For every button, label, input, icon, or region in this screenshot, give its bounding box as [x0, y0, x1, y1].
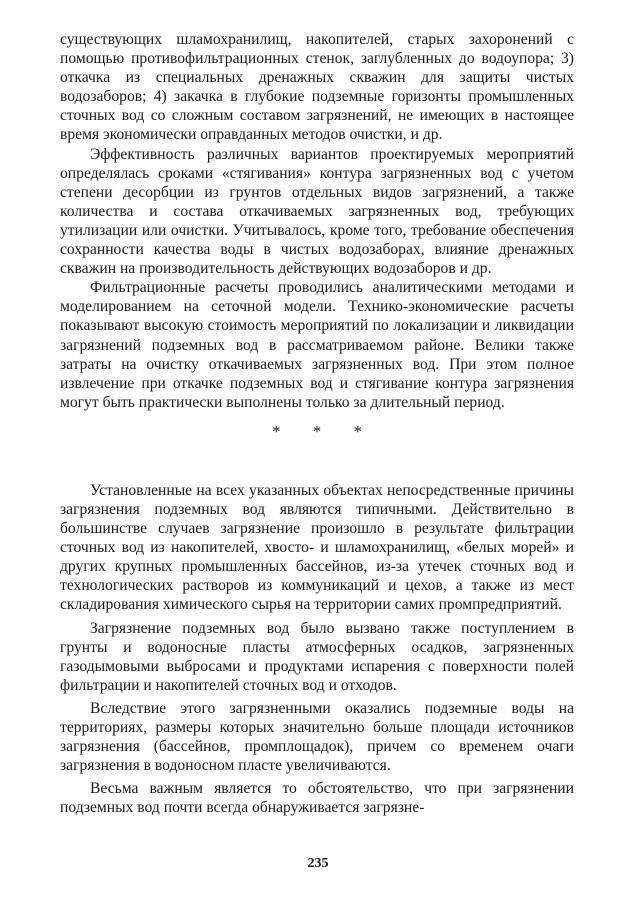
- paragraph-efficiency: Эффективность различных вариантов проектируемых мероприятий определялась сроками «стягивания» контура загрязненных вод с учетом степени десорбции из грунтов отдельных видов загрязнений, а также количества и состава откачиваемых загрязненных вод, требующих утилизации или очистки. Учитывалось, кроме того, требование обеспечения сохранности качества воды в чистых водозаборах, влияние дренажных скважин на производительность действующих водозаборов и др.: [60, 145, 574, 278]
- paragraph-important: Весьма важным является то обстоятельство, что при загрязнении подземных вод почти всегда обнаруживается загрязне-: [60, 780, 574, 817]
- paragraph-precipitation: Загрязнение подземных вод было вызвано также поступлением в грунты и водоносные пласты атмосферных осадков, загрязненных газодымовыми выбросами и продуктами испарения с поверхности полей фильтрации и накопителей сточных вод и отходов.: [60, 619, 574, 694]
- section-separator: * * *: [272, 421, 376, 441]
- paragraph-consequences: Вследствие этого загрязненными оказались подземные воды на территориях, размеры которых значительно больше площади источников загрязнения (бассейнов, промплощадок), причем со временем очаги загрязнения в водоносном пласте увеличиваются.: [60, 699, 574, 775]
- page-number: 235: [307, 856, 329, 871]
- paragraph-causes: Установленные на всех указанных объектах непосредственные причины загрязнения подземных вод являются типичными. Действительно в большинстве случаев загрязнение произошло в результате фильтрации сточных вод из накопителей, хвосто- и шламохранилищ, «белых морей» и других крупных промышленных бассейнов, из-за утечек сточных вод и технологических растворов из коммуникаций и цехов, а также из мест складирования химического сырья на территории самих промпредприятий.: [60, 481, 574, 614]
- page-body: [60, 30, 574, 817]
- paragraph-continued: существующих шламохранилищ, накопителей, старых захоронений с помощью противофильтрационных стенок, заглубленных до водоупора; 3) откачка из специальных дренажных скважин для защиты чистых водозаборов; 4) закачка в глубокие подземные горизонты промышленных сточных вод со сложным составом загрязнений, не имеющих в настоящее время экономически оправданных методов очистки, и др.: [60, 31, 574, 144]
- paragraph-calculations: Фильтрационные расчеты проводились аналитическими методами и моделированием на сеточной модели. Технико-экономические расчеты показывают высокую стоимость мероприятий по локализации и ликвидации загрязнений подземных вод в рассматриваемом районе. Велики также затраты на очистку откачиваемых загрязненных вод. При этом полное извлечение при откачке подземных вод и стягивание контура загрязнения могут быть практически выполнены только за длительный период.: [60, 279, 574, 411]
